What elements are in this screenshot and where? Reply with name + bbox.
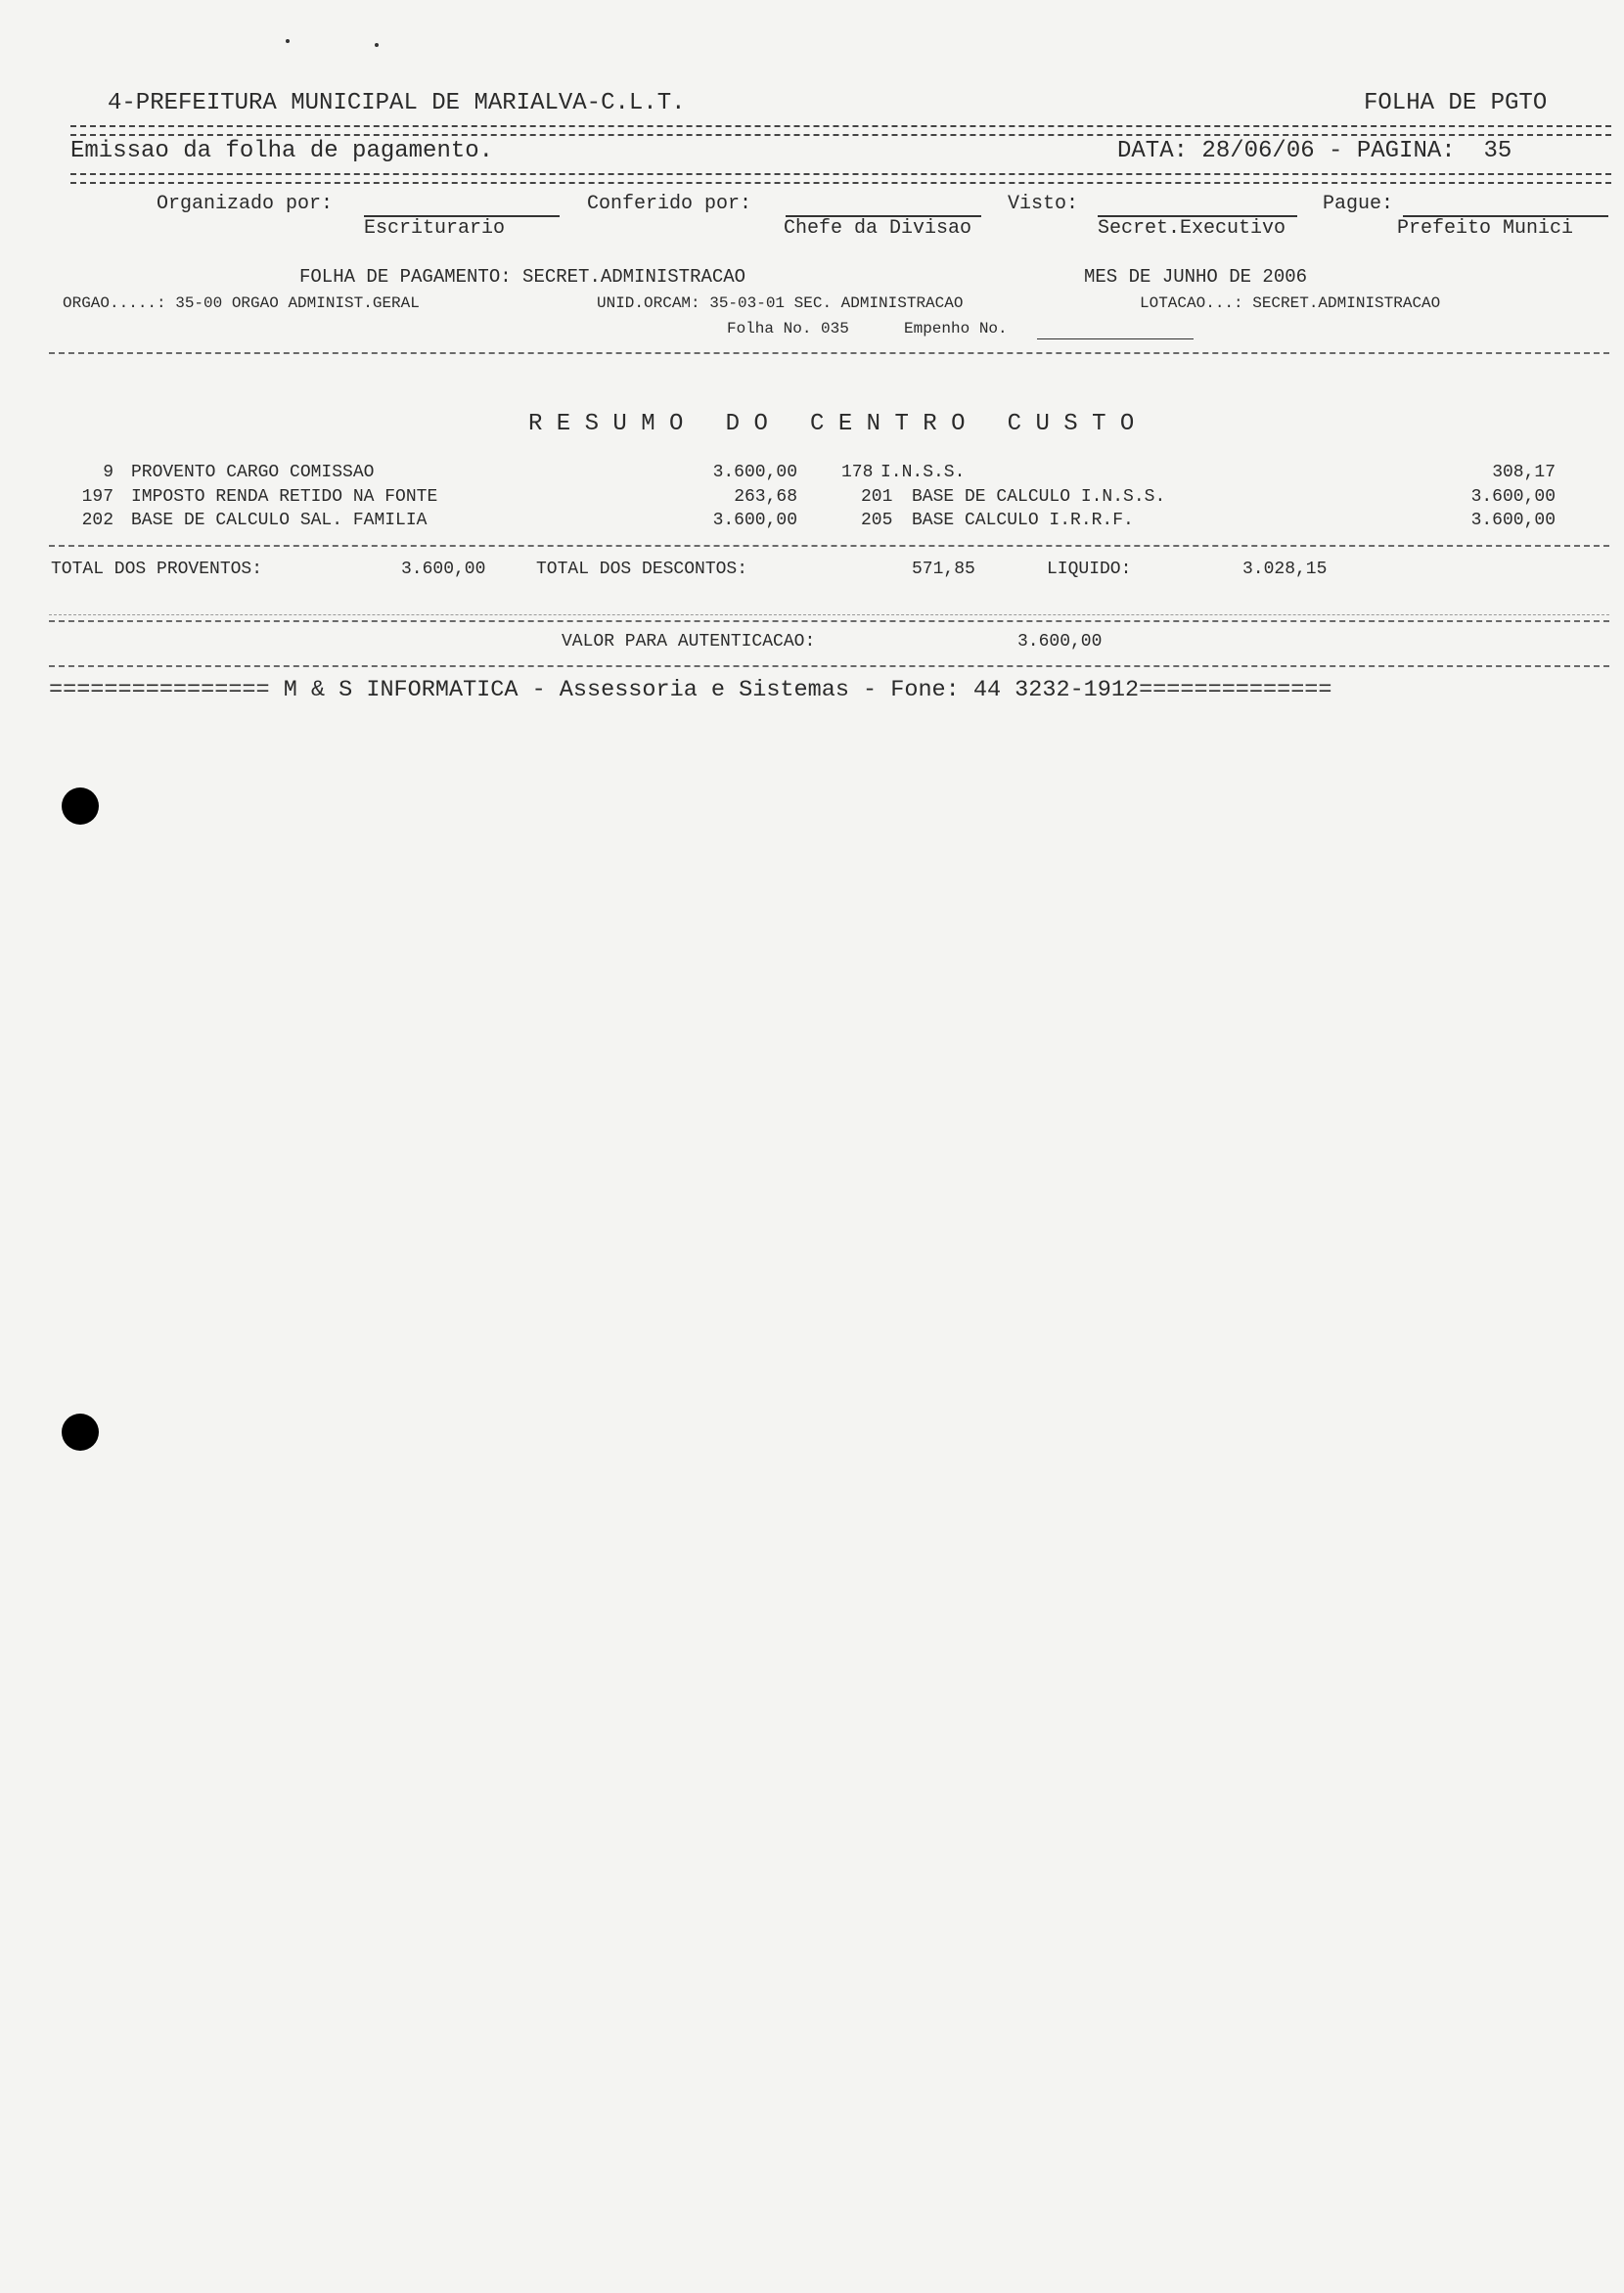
total-descontos-value: 571,85 <box>912 560 975 579</box>
total-proventos-label: TOTAL DOS PROVENTOS: <box>51 560 263 579</box>
dashed-separator <box>49 665 1609 667</box>
punch-hole <box>62 1414 99 1451</box>
liquido-label: LIQUIDO: <box>1047 560 1132 579</box>
scan-speck <box>286 39 290 43</box>
document-subtitle: Emissao da folha de pagamento. <box>70 138 494 164</box>
scan-speck <box>375 43 379 47</box>
item-description: BASE DE CALCULO SAL. FAMILIA <box>131 511 428 530</box>
chefe-caption: Chefe da Divisao <box>784 217 972 240</box>
lotacao-info: LOTACAO...: SECRET.ADMINISTRACAO <box>1140 294 1441 312</box>
month-info: MES DE JUNHO DE 2006 <box>1084 266 1308 288</box>
item-code: 201 <box>861 487 893 507</box>
secret-caption: Secret.Executivo <box>1098 217 1286 240</box>
empenho-line <box>1037 338 1194 339</box>
organizado-label: Organizado por: <box>157 193 334 215</box>
footer-credits: ================ M & S INFORMATICA - Assessoria e Sistemas - Fone: 44 3232-1912============== <box>49 677 1332 703</box>
item-code: 202 <box>81 511 113 530</box>
item-value: 3.600,00 <box>1470 511 1556 530</box>
prefeito-caption: Prefeito Munici <box>1397 217 1574 240</box>
item-value: 263,68 <box>734 487 797 507</box>
double-rule <box>70 125 1611 136</box>
total-proventos-value: 3.600,00 <box>401 560 486 579</box>
item-value: 3.600,00 <box>1470 487 1556 507</box>
item-value: 3.600,00 <box>712 463 797 482</box>
folha-number: Folha No. 035 <box>727 320 849 337</box>
item-description: BASE DE CALCULO I.N.S.S. <box>912 487 1166 507</box>
autenticacao-label: VALOR PARA AUTENTICACAO: <box>562 632 816 652</box>
dashed-separator <box>49 352 1609 354</box>
item-description: PROVENTO CARGO COMISSAO <box>131 463 375 482</box>
item-code: 9 <box>103 463 113 482</box>
unidade-orcamentaria-info: UNID.ORCAM: 35-03-01 SEC. ADMINISTRACAO <box>597 294 964 312</box>
liquido-value: 3.028,15 <box>1242 560 1328 579</box>
autenticacao-value: 3.600,00 <box>1017 632 1103 652</box>
conferido-label: Conferido por: <box>587 193 752 215</box>
folha-pagamento-info: FOLHA DE PAGAMENTO: SECRET.ADMINISTRACAO <box>299 266 746 288</box>
total-descontos-label: TOTAL DOS DESCONTOS: <box>536 560 748 579</box>
date-page-info: DATA: 28/06/06 - PAGINA: 35 <box>1117 138 1512 164</box>
item-description: I.N.S.S. <box>880 463 966 482</box>
resumo-title: R E S U M O D O C E N T R O C U S T O <box>528 411 1135 437</box>
dashed-separator <box>49 545 1609 547</box>
item-code: 178 <box>841 463 874 482</box>
dashed-separator <box>49 614 1609 615</box>
empenho-label: Empenho No. <box>904 320 1008 337</box>
item-code: 205 <box>861 511 893 530</box>
orgao-info: ORGAO.....: 35-00 ORGAO ADMINIST.GERAL <box>63 294 420 312</box>
organization-title: 4-PREFEITURA MUNICIPAL DE MARIALVA-C.L.T. <box>108 90 686 116</box>
dashed-separator <box>49 620 1609 622</box>
item-value: 308,17 <box>1492 463 1556 482</box>
item-description: IMPOSTO RENDA RETIDO NA FONTE <box>131 487 438 507</box>
escriturario-caption: Escriturario <box>364 217 506 240</box>
document-type: FOLHA DE PGTO <box>1364 90 1548 116</box>
item-description: BASE CALCULO I.R.R.F. <box>912 511 1134 530</box>
item-code: 197 <box>81 487 113 507</box>
visto-label: Visto: <box>1008 193 1079 215</box>
pague-label: Pague: <box>1323 193 1394 215</box>
double-rule <box>70 173 1611 184</box>
punch-hole <box>62 787 99 825</box>
item-value: 3.600,00 <box>712 511 797 530</box>
